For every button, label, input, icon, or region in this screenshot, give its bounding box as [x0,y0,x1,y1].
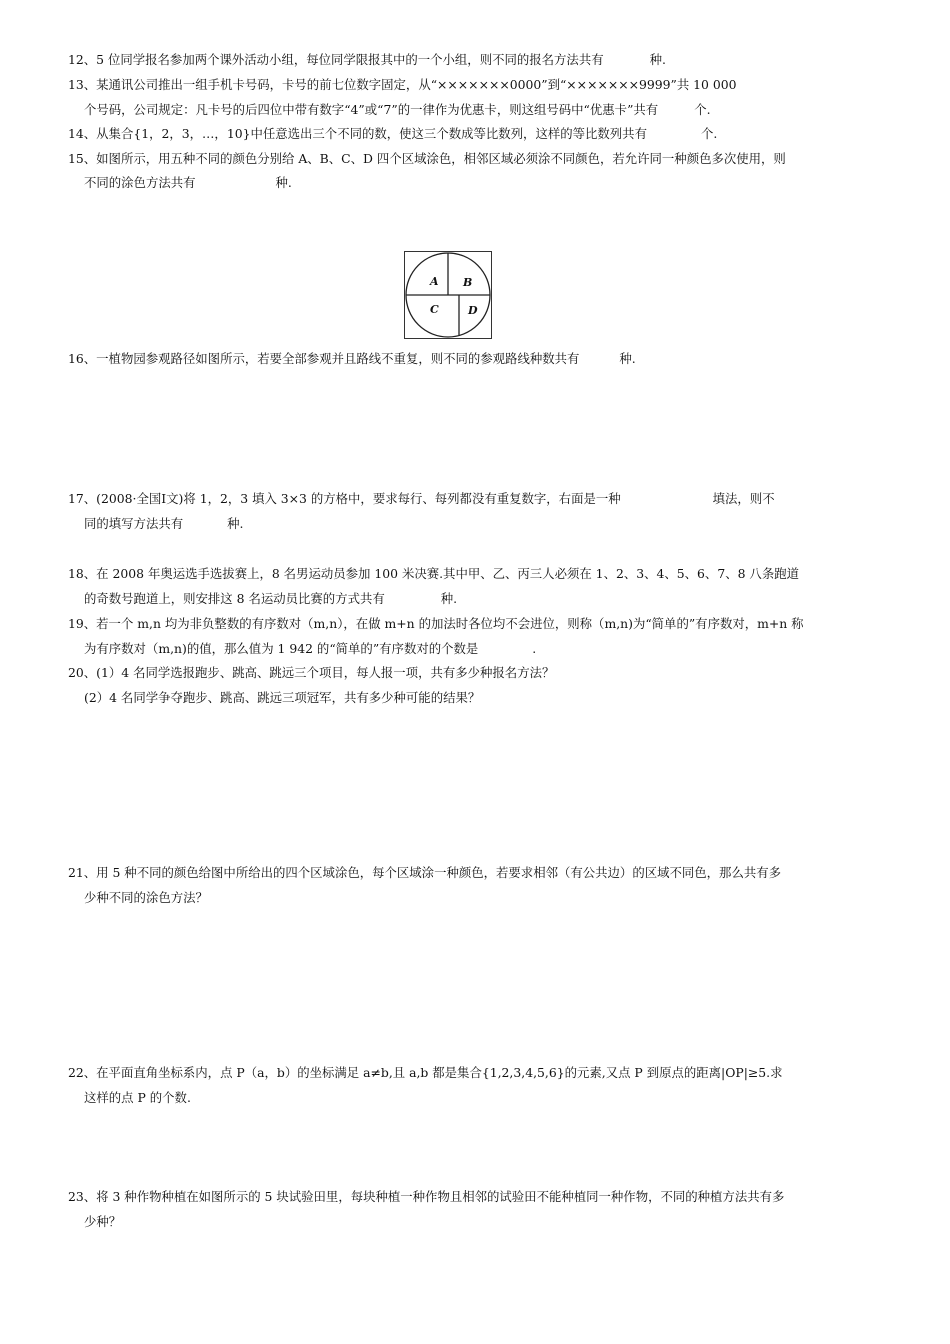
q17-unit: 种. [227,516,244,531]
q19-line1: 19、若一个 m,n 均为非负整数的有序数对（m,n），在做 m+n 的加法时各位均不会进位，则称（m,n)为“简单的”有序数对，m+n 称 [68,616,804,631]
q12-text: 12、5 位同学报名参加两个课外活动小组，每位同学限报其中的一个小组，则不同的报名方法共有 [68,52,604,67]
q15-label-c: C [430,303,439,316]
q21-line1: 21、用 5 种不同的颜色给图中所给出的四个区域涂色，每个区域涂一种颜色，若要求相邻（有公共边）的区域不同色，那么共有多 [68,865,782,880]
q21-line2: 少种不同的涂色方法？ [84,890,208,905]
q15-label-a: A [430,275,439,288]
q18-line1: 18、在 2008 年奥运选手选拔赛上，8 名男运动员参加 100 米决赛.其中甲、乙、丙三人必须在 1、2、3、4、5、6、7、8 八条跑道 [68,566,799,581]
q13-unit: 个. [694,102,711,117]
q12-unit: 种. [649,52,666,67]
q14-line1 [68,125,717,143]
q19-line2 [84,640,536,658]
q22-line1: 22、在平面直角坐标系内，点 P（a，b）的坐标满足 a≠b,且 a,b 都是集合{1,2,3,4,5,6}的元素,又点 P 到原点的距离|OP|≥5.求 [68,1065,783,1080]
q16-line1 [68,350,636,368]
q19-text: 为有序数对（m,n)的值，那么值为 1 942 的“简单的”有序数对的个数是 [84,641,479,656]
q15-line2 [84,174,292,192]
q20-line1: 20、(1）4 名同学选报跑步、跳高、跳远三个项目，每人报一项，共有多少种报名方法？ [68,665,555,680]
q17-line1 [68,490,775,508]
q15-unit: 种. [275,175,292,190]
q18-text: 的奇数号跑道上，则安排这 8 名运动员比赛的方式共有 [84,591,385,606]
q18-line2 [84,590,457,608]
q15-region-figure [404,251,492,339]
q23-line2: 少种？ [84,1214,122,1229]
q12-line1 [68,51,666,69]
q22-line2: 这样的点 P 的个数. [84,1090,191,1105]
q15-line1: 15、如图所示，用五种不同的颜色分别给 A、B、C、D 四个区域涂色，相邻区域必须涂不同颜色，若允许同一种颜色多次使用，则 [68,151,786,166]
q14-text: 14、从集合{1，2，3，…，10}中任意选出三个不同的数，使这三个数成等比数列，这样的等比数列共有 [68,126,647,141]
q23-line1: 23、将 3 种作物种植在如图所示的 5 块试验田里，每块种植一种作物且相邻的试验田不能种植同一种作物，不同的种植方法共有多 [68,1189,785,1204]
q13-text: 个号码，公司规定：凡卡号的后四位中带有数字“4”或“7”的一律作为优惠卡，则这组号码中“优惠卡”共有 [84,102,659,117]
q17-text-end: 填法，则不 [712,491,775,506]
q17-text2: 同的填写方法共有 [84,516,184,531]
q15-label-b: B [463,276,473,289]
q15-label-d: D [468,304,478,317]
q17-text: 17、(2008·全国Ⅰ文)将 1，2，3 填入 3×3 的方格中，要求每行、每列都没有重复数字，右面是一种 [68,491,621,506]
q15-region-diagram [405,252,491,338]
q17-line2 [84,515,243,533]
q18-unit: 种. [440,591,458,606]
q14-unit: 个. [700,126,718,141]
q13-line1: 13、某通讯公司推出一组手机卡号码，卡号的前七位数字固定，从“×××××××0000”到“×××××××9999”共 10 000 [68,77,737,92]
q16-unit: 种. [619,351,636,366]
q16-text: 16、一植物园参观路径如图所示，若要全部参观并且路线不重复，则不同的参观路线种数共有 [68,351,580,366]
q19-unit: . [532,641,537,656]
q15-text: 不同的涂色方法共有 [84,175,196,190]
q20-line2: (2）4 名同学争夺跑步、跳高、跳远三项冠军，共有多少种可能的结果？ [84,690,481,705]
q13-line2 [84,101,711,119]
